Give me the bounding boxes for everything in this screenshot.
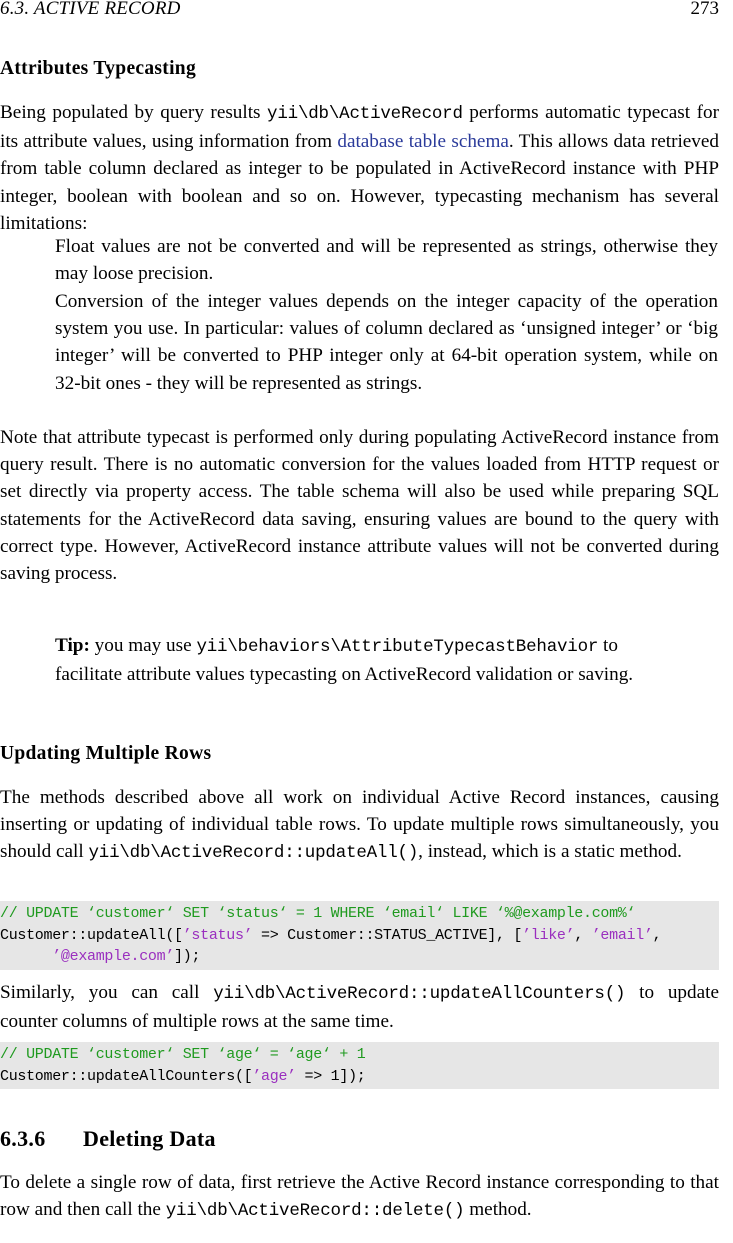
tip-box: Tip: you may use yii\behaviors\AttributeTypecastBehavior to facilitate attribute values typecasting on ActiveRecord validation or saving.: [55, 635, 634, 686]
section-title: Deleting Data: [83, 1126, 216, 1151]
limitation-item-1: Float values are not be converted and will be represented as strings, otherwise they may loose precision.: [55, 236, 718, 285]
update-all-method-code: yii\db\ActiveRecord::updateAll(): [88, 843, 419, 864]
typecasting-paragraph-1: Being populated by query results yii\db\ActiveRecord performs automatic typecast for its attribute values, using information from database table schema. This allows data retrieved from table column declared as integer to be populated in ActiveRecord instance with PHP integer, boolean with boolean and so on. However, typecasting mechanism has several limitations:: [0, 102, 720, 234]
running-header: [0, 0, 719, 20]
page-number: 273: [690, 0, 719, 19]
heading-updating-multiple-rows: Updating Multiple Rows: [0, 743, 212, 764]
delete-method-code: yii\db\ActiveRecord::delete(): [165, 1201, 465, 1222]
section-heading-deleting-data: [0, 1126, 216, 1152]
code-block-update-all-counters: // UPDATE ‘customer‘ SET ‘age‘ = ‘age‘ + 1 Customer::updateAllCounters([’age’ => 1]);: [0, 1042, 719, 1089]
code-block-update-all: // UPDATE ‘customer‘ SET ‘status‘ = 1 WHERE ‘email‘ LIKE ‘%@example.com%‘ Customer::updateAll([’status’ => Customer::STATUS_ACTIVE], [’like’, ’email’, ’@example.com’]);: [0, 901, 719, 970]
deleting-paragraph-1: To delete a single row of data, first retrieve the Active Record instance corresponding to that row and then call the yii\db\ActiveRecord::delete() method.: [0, 1172, 719, 1222]
typecast-behavior-code: yii\behaviors\AttributeTypecastBehavior: [196, 637, 599, 657]
update-all-counters-method-code: yii\db\ActiveRecord::updateAllCounters(): [213, 984, 626, 1004]
running-header-section: 6.3. ACTIVE RECORD: [0, 0, 181, 19]
limitation-item-2: Conversion of the integer values depends on the integer capacity of the operation system you use. In particular: values of column declared as ‘unsigned integer’ or ‘big integer’ will be converted to PHP integer only at 64-bit operation system, while on 32-bit ones - they will be represented as strings.: [55, 291, 718, 394]
database-table-schema-link[interactable]: database table schema: [337, 131, 509, 153]
section-number: 6.3.6: [0, 1126, 46, 1151]
heading-attributes-typecasting: Attributes Typecasting: [0, 58, 197, 79]
typecasting-paragraph-2: Note that attribute typecast is performed only during populating ActiveRecord instance from query result. There is no automatic conversion for the values loaded from HTTP request or set directly via property access. The table schema will also be used while preparing SQL statements for the ActiveRecord data saving, ensuring values are bound to the query with correct type. However, ActiveRecord instance attribute values will not be converted during saving process.: [0, 427, 719, 585]
tip-label: Tip:: [55, 635, 90, 656]
code-comment: // UPDATE ‘customer‘ SET ‘status‘ = 1 WHERE ‘email‘ LIKE ‘%@example.com%‘: [0, 905, 636, 922]
updating-paragraph-1: The methods described above all work on individual Active Record instances, causing inserting or updating of individual table rows. To update multiple rows simultaneously, you should call yii\db\ActiveRecord::updateAll(), instead, which is a static method.: [0, 787, 719, 864]
activerecord-class-code: yii\db\ActiveRecord: [267, 104, 463, 124]
code-comment: // UPDATE ‘customer‘ SET ‘age‘ = ‘age‘ + 1: [0, 1046, 366, 1063]
updating-paragraph-2: Similarly, you can call yii\db\ActiveRecord::updateAllCounters() to update counter columns of multiple rows at the same time.: [0, 982, 719, 1033]
